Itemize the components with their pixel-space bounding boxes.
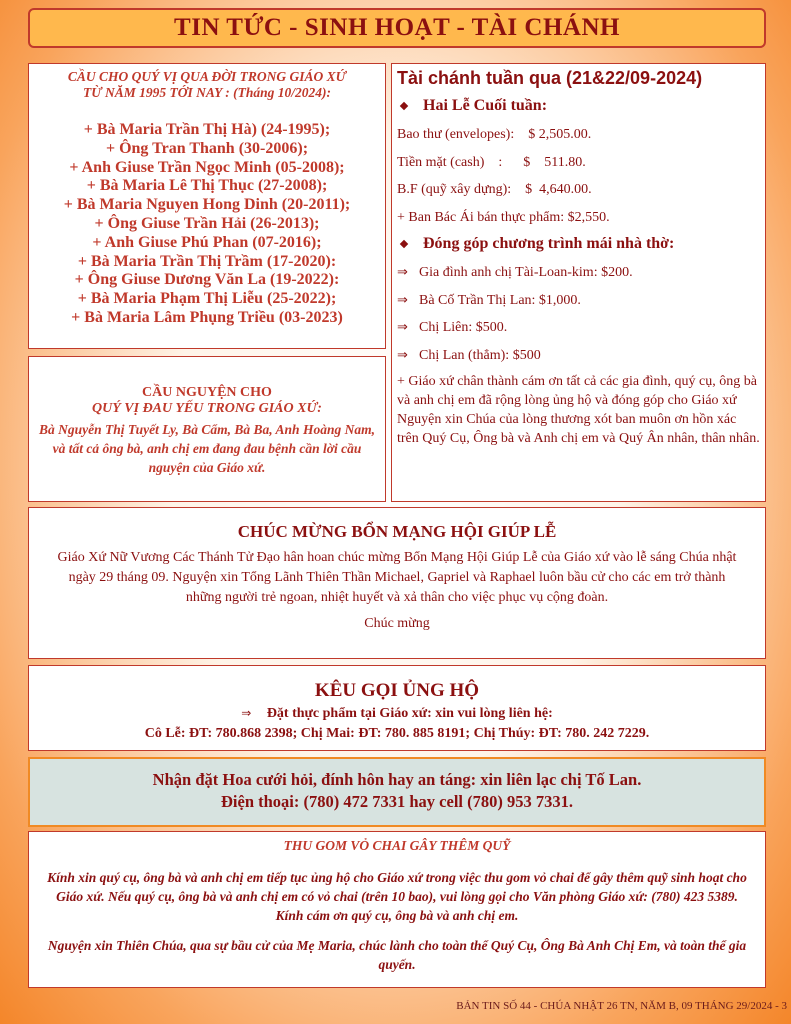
support-appeal-contacts: Cô Lễ: ĐT: 780.868 2398; Chị Mai: ĐT: 780. 885 8191; Chị Thúy: ĐT: 780. 242 7229. [144,726,650,741]
memorial-name: + Bà Maria Lê Thị Thục (27-2008); [86,177,328,195]
prayer-body: Bà Nguyễn Thị Tuyết Ly, Bà Cẩm, Bà Ba, Anh Hoàng Nam, và tất cả ông bà, anh chị em đang đau bệnh cần lời cầu nguyện của Giáo xứ. [39,422,375,475]
memorial-heading-1: CẦU CHO QUÝ VỊ QUA ĐỜI TRONG GIÁO XỨ [67,69,347,84]
memorial-name: + Bà Maria Trần Thị Hà) (24-1995); [83,121,331,138]
page-title-banner [28,8,766,48]
page-footer: BẢN TIN SỐ 44 - CHÚA NHẬT 26 TN, NĂM B, 09 THÁNG 29/2024 - 3 [456,1000,787,1012]
memorial-name-list [37,121,377,328]
finance-thanks-note: + Giáo xứ chân thành cám ơn tất cả các gia đình, quý cụ, ông bà và anh chị em đã rộng lòng ủng hộ và đóng góp cho Giáo xứ Nguyện xin Chúa của lòng thương xót ban muôn ơn hồn xác trên Quý Cụ, Ông bà và Anh chị em và Quý Ân nhân, thân nhân. [397,374,760,446]
memorial-name: + Ông Tran Thanh (30-2006); [105,139,309,157]
finance-title: Tài chánh tuần qua (21&22/09-2024) [397,68,703,88]
arrow-right-icon: ⇒ [397,320,408,335]
support-appeal-title: KÊU GỌI ỦNG HỘ [314,680,480,701]
prayer-section [28,356,386,502]
donation-item: ⇒ Chị Liên: $500. [397,314,760,342]
support-appeal-line-1: ⇒ Đặt thực phẩm tại Giáo xứ: xin vui lòng liên hệ: [241,706,553,721]
bottle-recycling-section [28,831,766,988]
memorial-section [28,63,386,349]
flower-order-line-1: Nhận đặt Hoa cưới hỏi, đính hôn hay an táng: xin liên lạc chị Tố Lan. [152,770,642,789]
memorial-heading-2: TỪ NĂM 1995 TỚI NAY : (Tháng 10/2024): [82,85,332,100]
finance-subheading-weekend: Hai Lễ Cuối tuần: [397,97,760,115]
flower-order-phone: Điện thoại: (780) 472 7331 hay cell (780) 953 7331. [221,792,573,811]
arrow-right-icon: ⇒ [397,292,408,308]
prayer-heading-1: CẦU NGUYỆN CHO [142,385,272,400]
finance-line: Bao thư (envelopes): $ 2,505.00. [397,127,592,142]
arrow-right-icon: ⇒ [241,706,252,720]
arrow-right-icon: ⇒ [397,265,408,280]
closing-blessing: Nguyện xin Thiên Chúa, qua sự bầu cử của Mẹ Maria, chúc lành cho toàn thể Quý Cụ, Ông Bà Anh Chị Em, và toàn thể gia quyến. [47,938,747,972]
page-title: TIN TỨC - SINH HOẠT - TÀI CHÁNH [174,14,620,41]
donation-item: ⇒ Gia đình anh chị Tài-Loan-kim: $200. [397,259,760,287]
bottle-recycling-title: THU GOM VỎ CHAI GÂY THÊM QUỸ [283,838,511,853]
flower-order-section [28,757,766,827]
finance-line: Tiền mặt (cash) : $ 511.80. [397,154,586,170]
diamond-bullet-icon [400,240,408,248]
patron-feast-sign: Chúc mừng [364,616,430,631]
prayer-heading-2: QUÝ VỊ ĐAU YẾU TRONG GIÁO XỨ: [92,401,322,416]
diamond-bullet-icon [400,102,408,110]
support-appeal-section [28,665,766,751]
finance-section [391,63,766,502]
memorial-name: + Bà Maria Trần Thị Trầm (17-2020): [77,252,337,270]
patron-feast-body: Giáo Xứ Nữ Vương Các Thánh Tử Đạo hân hoan chúc mừng Bổn Mạng Hội Giúp Lễ của Giáo xứ vào lễ sáng Chúa nhật ngày 29 tháng 09. Nguyện xin Tổng Lãnh Thiên Thần Michael, Gapriel và Raphael luôn bầu cử cho các em trở thành những người trẻ ngoan, nhiệt huyết và xả thân cho việc phục vụ cộng đoàn. [57,550,737,605]
finance-line: + Ban Bác Ái bán thực phẩm: $2,550. [397,209,610,225]
donation-item: ⇒ Chị Lan (thẳm): $500 [397,342,760,370]
finance-subheading-roof: Đóng góp chương trình mái nhà thờ: [397,235,760,253]
memorial-name: + Anh Giuse Phú Phan (07-2016); [92,233,322,251]
memorial-name: + Anh Giuse Trần Ngọc Minh (05-2008); [69,158,345,176]
memorial-name: + Bà Maria Nguyen Hong Dinh (20-2011); [63,196,351,214]
arrow-right-icon: ⇒ [397,347,408,363]
patron-feast-section [28,507,766,659]
memorial-name: + Ông Giuse Dương Văn La (19-2022): [74,271,340,289]
patron-feast-title: CHÚC MỪNG BỔN MẠNG HỘI GIÚP LỄ [237,522,557,541]
finance-line: B.F (quỹ xây dựng): $ 4,640.00. [397,182,592,197]
memorial-name: + Ông Giuse Trần Hải (26-2013); [94,214,320,232]
memorial-name: + Bà Maria Lâm Phụng Triều (03-2023) [71,308,343,326]
memorial-name: + Bà Maria Phạm Thị Liễu (25-2022); [77,290,337,308]
donation-item: ⇒ Bà Cố Trần Thị Lan: $1,000. [397,287,760,315]
bottle-recycling-body: Kính xin quý cụ, ông bà và anh chị em tiếp tục ủng hộ cho Giáo xứ trong việc thu gom vỏ chai để gây thêm quỹ sinh hoạt cho Giáo xứ. Nếu quý cụ, ông bà và anh chị em có vỏ chai (trên 10 bao), vui lòng gọi cho Văn phòng Giáo xứ: (780) 423 5389. Kính cám ơn quý cụ, ông bà và anh chị em. [47,870,747,923]
